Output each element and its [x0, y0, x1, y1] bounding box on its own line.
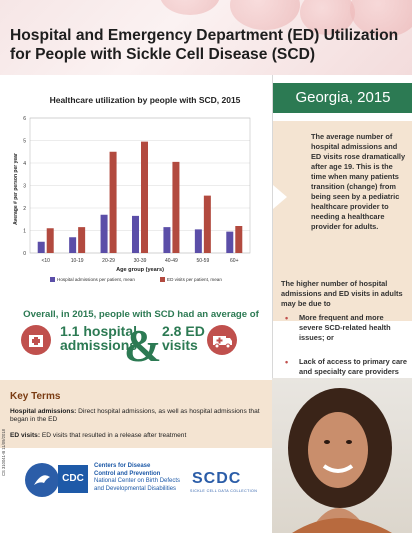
state-year-label: Georgia, 2015 — [273, 83, 412, 113]
legend-swatch — [50, 277, 55, 282]
overall-headline: Overall, in 2015, people with SCD had an average of — [23, 309, 259, 320]
ed-def: ED visits that resulted in a release after treatment — [41, 432, 187, 439]
y-tick-label: 0 — [23, 251, 26, 257]
bar-admissions — [132, 216, 139, 253]
bar-admissions — [195, 229, 202, 253]
cdc-line: Centers for Disease — [94, 463, 151, 469]
x-tick-label: 40-49 — [165, 258, 178, 264]
blood-cell-decoration — [160, 0, 220, 15]
scdc-subtitle: SICKLE CELL DATA COLLECTION — [190, 489, 258, 493]
legend-label: ED visits per patient, mean — [167, 277, 222, 282]
bar-ed-visits — [235, 226, 242, 253]
x-tick-label: 30-39 — [133, 258, 147, 264]
y-tick-label: 4 — [23, 161, 26, 167]
woman-photo — [272, 378, 412, 533]
bar-admissions — [226, 232, 233, 253]
cdc-line: Control and Prevention — [94, 470, 161, 477]
cdc-line: and Developmental Disabilities — [94, 485, 177, 492]
cdc-line: National Center on Birth Defects — [94, 478, 181, 485]
pointer-triangle — [273, 185, 287, 209]
y-tick-label: 6 — [23, 116, 26, 122]
bar-admissions — [101, 215, 108, 253]
admissions-term: Hospital admissions: — [10, 408, 77, 415]
page-title: Hospital and Emergency Department (ED) Utilization for People with Sickle Cell Disease (SCD) — [10, 27, 399, 63]
cdc-name — [94, 463, 204, 493]
chart-title: Healthcare utilization by people with SCD, 2015 — [49, 95, 241, 105]
x-tick-label: 60+ — [230, 258, 239, 264]
reason-item: • More frequent and more severe SCD-related health issues; or — [283, 313, 409, 343]
bar-admissions — [69, 237, 76, 253]
x-tick-label: 20-29 — [102, 258, 115, 264]
bar-ed-visits — [172, 162, 179, 253]
bar-ed-visits — [47, 228, 54, 253]
visits-stat — [162, 324, 205, 352]
hhs-eagle-icon — [25, 463, 59, 497]
ed-definition — [10, 432, 260, 440]
legend-label: Hospital admissions per patient, mean — [57, 277, 135, 282]
admissions-stat-line1: 1.1 hospital — [60, 323, 138, 339]
x-tick-label: 50-59 — [196, 258, 210, 264]
bar-ed-visits — [110, 152, 117, 253]
bar-admissions — [163, 227, 170, 253]
ed-term: ED visits: — [10, 432, 41, 439]
bar-ed-visits — [204, 196, 211, 253]
bar-admissions — [38, 242, 45, 253]
reason-item: • Lack of access to primary care and specialty care providers — [283, 357, 409, 387]
cdc-logo: CDC — [58, 465, 88, 493]
x-tick-label: <10 — [41, 258, 50, 264]
admissions-stat-line2: admissions — [60, 337, 138, 353]
y-tick-label: 1 — [23, 228, 26, 235]
bar-ed-visits — [78, 227, 85, 253]
scdc-logo: SCDC — [192, 470, 242, 487]
y-tick-label: 5 — [23, 138, 26, 145]
y-tick-label: 3 — [23, 183, 26, 190]
header-banner — [0, 0, 412, 75]
admissions-definition — [10, 408, 260, 425]
bar-chart — [0, 108, 270, 298]
transition-text: The average number of hospital admissions and ED visits rose dramatically after age 19. This is the time when many patients transition (change) from being seen by a pediatric healthcare provider to needing a healthcare provider for adults. — [311, 132, 406, 231]
key-terms-heading: Key Terms — [10, 391, 61, 402]
ampersand: & — [124, 321, 162, 371]
visits-stat-line2: visits — [162, 337, 198, 353]
x-tick-label: 10-19 — [70, 258, 84, 264]
higher-text: The higher number of hospital admissions and ED visits in adults may be due to — [281, 279, 403, 308]
visits-stat-line1: 2.8 ED — [162, 323, 205, 339]
x-axis-label: Age group (years) — [116, 267, 164, 273]
y-tick-label: 2 — [23, 206, 26, 212]
hospital-icon — [21, 325, 51, 355]
admissions-def: Direct hospital admissions, as well as hospital admissions that began in the ED — [10, 408, 260, 424]
ambulance-icon — [207, 325, 237, 355]
chart-y-axis-label: Average # per person per year — [13, 153, 19, 225]
document-code: CS 310041-B 11/09/2018 — [1, 429, 6, 476]
bar-ed-visits — [141, 142, 148, 253]
legend-swatch — [160, 277, 165, 282]
